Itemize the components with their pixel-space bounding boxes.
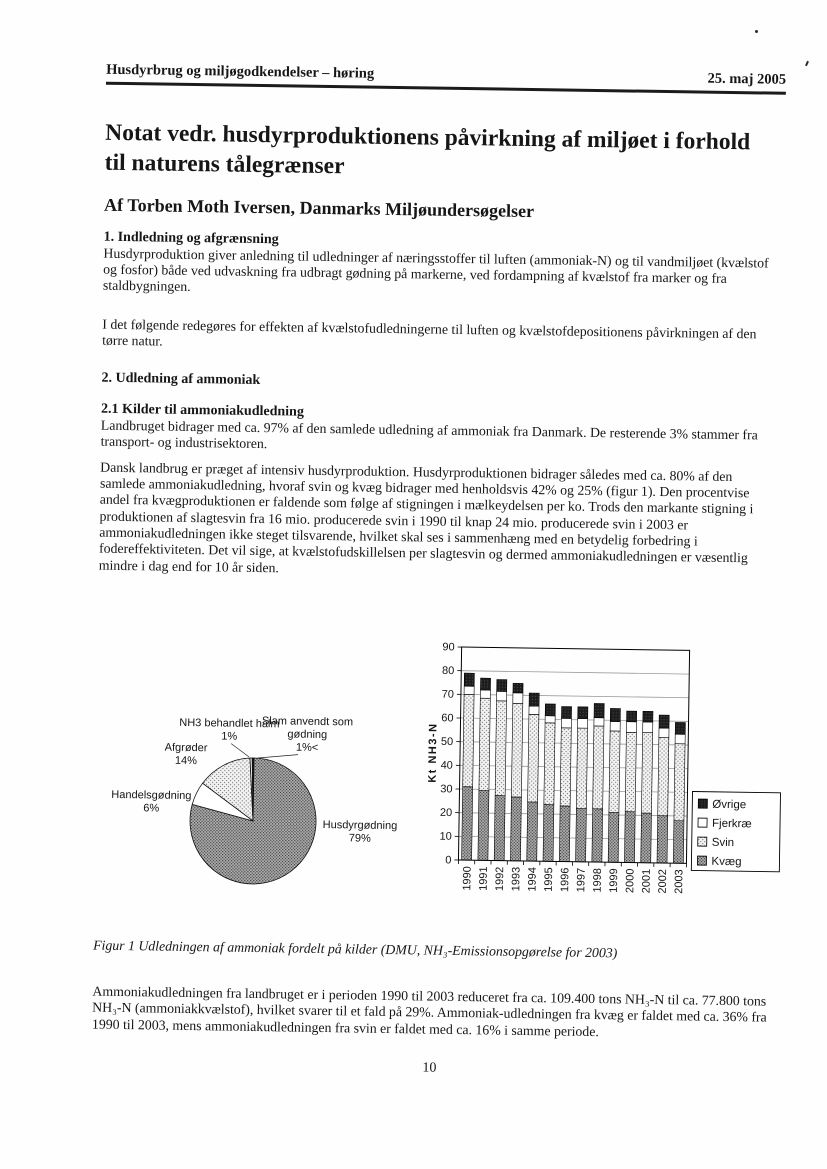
legend-label-Øvrige: Øvrige [712, 798, 747, 812]
gridline [459, 836, 687, 839]
x-tick-label: 2003 [673, 869, 686, 894]
bar-segment-Svin-2003 [674, 744, 685, 821]
pie-slice-pct: 14% [174, 754, 198, 768]
running-header-date: 25. maj 2005 [707, 70, 787, 88]
bar-segment-Kvæg-1998 [592, 809, 603, 862]
bar-segment-Svin-1998 [593, 726, 604, 809]
bar-segment-Fjerkræ-1997 [578, 719, 588, 729]
bar-segment-Svin-1995 [544, 723, 555, 805]
legend-label-Kvæg: Kvæg [711, 855, 742, 869]
bar-segment-Kvæg-1995 [543, 804, 554, 861]
y-tick-label: 60 [441, 712, 454, 725]
x-tick-label: 1991 [477, 866, 490, 891]
bar-segment-Svin-2000 [625, 732, 636, 811]
x-tick-label: 1999 [607, 868, 621, 893]
x-tick-label: 1994 [526, 867, 539, 892]
bar-segment-Øvrige-1991 [480, 678, 490, 690]
pie-slice-label: Slam anvendt som [261, 715, 354, 729]
bar-segment-Kvæg-2001 [641, 813, 652, 863]
x-tick-label: 1995 [542, 867, 556, 892]
paragraph-intro-2: I det følgende redegøres for effekten af kvælstofudledningerne til luften og kvælstofdepositionens påvirkningen af den tørre natur. [102, 316, 757, 349]
pie-slice-pct: 1% [221, 730, 238, 743]
paragraph-sources-1: Landbruget bidrager med ca. 97% af den samlede udledning af ammoniak fra Danmark. De resterende 3% stammer fra transport- og industrisektoren. [100, 417, 758, 452]
bar-segment-Kvæg-1990 [462, 787, 473, 861]
pie-leader-line [258, 754, 298, 759]
bar-segment-Øvrige-1992 [497, 680, 507, 692]
bar-segment-Kvæg-1999 [608, 813, 619, 863]
bar-segment-Kvæg-1994 [527, 802, 538, 861]
bar-segment-Fjerkræ-2002 [659, 728, 669, 738]
legend-swatch-Kvæg [697, 856, 706, 865]
y-tick-label: 30 [440, 783, 453, 796]
gridline [460, 742, 688, 745]
pie-leader-line [231, 744, 249, 757]
bar-segment-Svin-2002 [658, 738, 669, 816]
legend-label-Svin: Svin [711, 836, 735, 850]
figure-caption: Figur 1 Udledningen af ammoniak fordelt på kilder (DMU, NH₃-Emissionsopgørelse for 2003) [93, 937, 618, 961]
bar-segment-Kvæg-1997 [576, 809, 587, 862]
bar-segment-Øvrige-1994 [529, 693, 539, 706]
bar-segment-Svin-1991 [479, 698, 490, 790]
gridline [460, 765, 688, 768]
bar-segment-Kvæg-1996 [559, 806, 570, 862]
x-tick-label: 1990 [461, 866, 474, 891]
bar-segment-Kvæg-1992 [494, 795, 505, 860]
x-tick-label: 2001 [640, 868, 653, 894]
bar-segment-Øvrige-2002 [659, 715, 669, 728]
bar-segment-Kvæg-2002 [657, 816, 668, 863]
page-content [91, 0, 803, 1076]
bar-segment-Svin-1999 [609, 731, 620, 813]
bar-segment-Øvrige-1993 [513, 683, 523, 693]
bar-segment-Fjerkræ-2000 [626, 722, 636, 733]
running-header [106, 62, 786, 95]
bar-segment-Øvrige-1998 [594, 703, 604, 717]
document-title: Notat vedr. husdyrproduktionens påvirkning af miljøet i forhold til naturens tålegrænser [104, 119, 751, 180]
bar-segment-Fjerkræ-1990 [464, 686, 474, 694]
y-tick-label: 70 [441, 688, 455, 701]
heading-sources: 2.1 Kilder til ammoniakudledning [101, 401, 304, 420]
gridline [461, 671, 689, 674]
figure-1 [94, 620, 819, 923]
pie-chart [94, 620, 428, 917]
bar-segment-Svin-1994 [528, 714, 539, 802]
bar-segment-Øvrige-2000 [627, 711, 637, 722]
bar-segment-Øvrige-1996 [561, 707, 571, 719]
y-tick-label: 50 [440, 735, 454, 749]
legend-swatch-Øvrige [698, 799, 707, 808]
bar-segment-Fjerkræ-1994 [529, 706, 539, 714]
plot-border [458, 647, 689, 863]
y-tick-label: 90 [442, 641, 455, 654]
legend-swatch-Fjerkræ [698, 818, 707, 827]
bar-segment-Fjerkræ-1993 [513, 693, 523, 704]
heading-ammonia: 2. Udledning af ammoniak [101, 370, 261, 389]
bar-segment-Kvæg-2003 [673, 821, 684, 864]
x-tick-label: 2000 [624, 868, 637, 894]
bar-segment-Svin-1992 [495, 701, 506, 796]
heading-intro: 1. Indledning og afgrænsning [103, 229, 279, 247]
bar-segment-Øvrige-1990 [464, 673, 474, 686]
paragraph-sources-2: Dansk landbrug er præget af intensiv husdyrproduktion. Husdyrproduktionen bidrager således med ca. 80% af den samlede ammoniakudledning, hvoraf svin og kvæg bidrager med henholdsvis 42% og 25% (figur 1). Den procentvise andel fra kvægproduktionen er faldende som følge af stigningen i mælkeydelsen per ko. Trods den markante stigning i produktionen af slagtesvin fra 16 mio. producerede svin i 1990 til knap 24 mio. producerede svin i 2003 er ammoniakudledningen ikke steget tilsvarende, hvilket skal ses i sammenhæng med en betydelig forbedring i fodereffektiviteten. Det vil sige, at kvælstofudskillelsen per slagtesvin og dermed ammoniakudledningen er væsentlig mindre i dag end for 10 år siden. [98, 459, 754, 575]
scan-speck [755, 30, 758, 33]
pie-slice-pct: 79% [348, 832, 371, 845]
running-header-title: Husdyrbrug og miljøgodkendelser – høring [106, 61, 375, 82]
gridline [461, 718, 689, 721]
bar-segment-Fjerkræ-1998 [594, 718, 604, 726]
x-tick-label: 2002 [656, 868, 670, 894]
bar-segment-Kvæg-2000 [624, 812, 635, 863]
bar-segment-Fjerkræ-1992 [497, 691, 507, 701]
bar-segment-Øvrige-2003 [675, 722, 685, 734]
bar-segment-Svin-2001 [641, 733, 652, 814]
pie-slice-pct: 6% [143, 802, 160, 815]
bar-segment-Fjerkræ-1999 [610, 721, 620, 731]
legend-label-Fjerkræ: Fjerkræ [711, 817, 752, 831]
x-tick-label: 1996 [559, 867, 572, 893]
y-tick-label: 10 [439, 830, 452, 843]
bar-segment-Svin-1990 [463, 694, 474, 786]
paragraph-intro-1: Husdyrproduktion giver anledning til udledninger af næringsstoffer til luften (ammoniak-N) og til vandmiljøet (kvælstof og fosfor) både ved udvaskning fra udbragt gødning på markerne, ved fordampning af kvælstof fra marker og fra staldbygningen. [102, 245, 769, 295]
bar-segment-Svin-1993 [511, 703, 522, 797]
bar-segment-Svin-1996 [560, 728, 571, 806]
y-tick-label: 80 [441, 664, 455, 678]
y-tick-label: 0 [445, 854, 452, 867]
bar-segment-Svin-1997 [576, 728, 587, 809]
bar-segment-Fjerkræ-1995 [545, 716, 555, 723]
bar-segment-Øvrige-1999 [610, 708, 620, 721]
pie-slice-label: Afgrøder [164, 741, 208, 755]
bar-segment-Kvæg-1993 [510, 797, 521, 861]
legend-swatch-Svin [698, 837, 707, 846]
bar-segment-Fjerkræ-2001 [643, 722, 653, 733]
bar-segment-Fjerkræ-1991 [480, 690, 490, 698]
bar-segment-Fjerkræ-1996 [561, 718, 571, 728]
pie-slice-label: Handelsgødning [111, 788, 192, 803]
bar-segment-Kvæg-1991 [478, 790, 489, 860]
x-tick-label: 1993 [510, 866, 523, 892]
bar-segment-Øvrige-2001 [643, 711, 653, 722]
y-tick-label: 20 [439, 806, 453, 820]
x-tick-label: 1997 [575, 867, 588, 893]
y-axis-title: Kt NH3-N [426, 722, 440, 783]
paragraph-closing: Ammoniakudledningen fra landbruget er i perioden 1990 til 2003 reduceret fra ca. 109.400 tons NH₃-N til ca. 77.800 tons NH₃-N (ammoniakkvælstof), hvilket svarer til et fald på 29%. Ammoniak-udledningen fra kvæg er faldet med ca. 36% fra 1990 til 2003, mens ammoniakudledningen fra svin er faldet med ca. 16% i samme periode. [91, 983, 767, 1039]
bar-segment-Øvrige-1997 [578, 707, 588, 719]
gridline [459, 813, 687, 816]
gridline [461, 694, 689, 697]
byline: Af Torben Moth Iversen, Danmarks Miljøundersøgelser [104, 194, 535, 221]
bar-segment-Fjerkræ-2003 [675, 734, 685, 744]
y-tick-label: 40 [440, 759, 453, 772]
scan-speck [805, 61, 809, 66]
page-number: 10 [422, 1060, 437, 1076]
gridline [460, 789, 688, 792]
x-tick-label: 1998 [591, 867, 604, 893]
x-tick-label: 1992 [493, 866, 507, 892]
pie-slice-label: gødning [287, 728, 328, 742]
pie-slice-pct: 1%< [295, 741, 319, 754]
bar-segment-Øvrige-1995 [545, 704, 555, 716]
pie-slice-label: Husdyrgødning [322, 819, 398, 833]
stacked-bar-chart [423, 625, 819, 923]
pie-slice-label: NH3 behandlet halm [179, 716, 280, 731]
